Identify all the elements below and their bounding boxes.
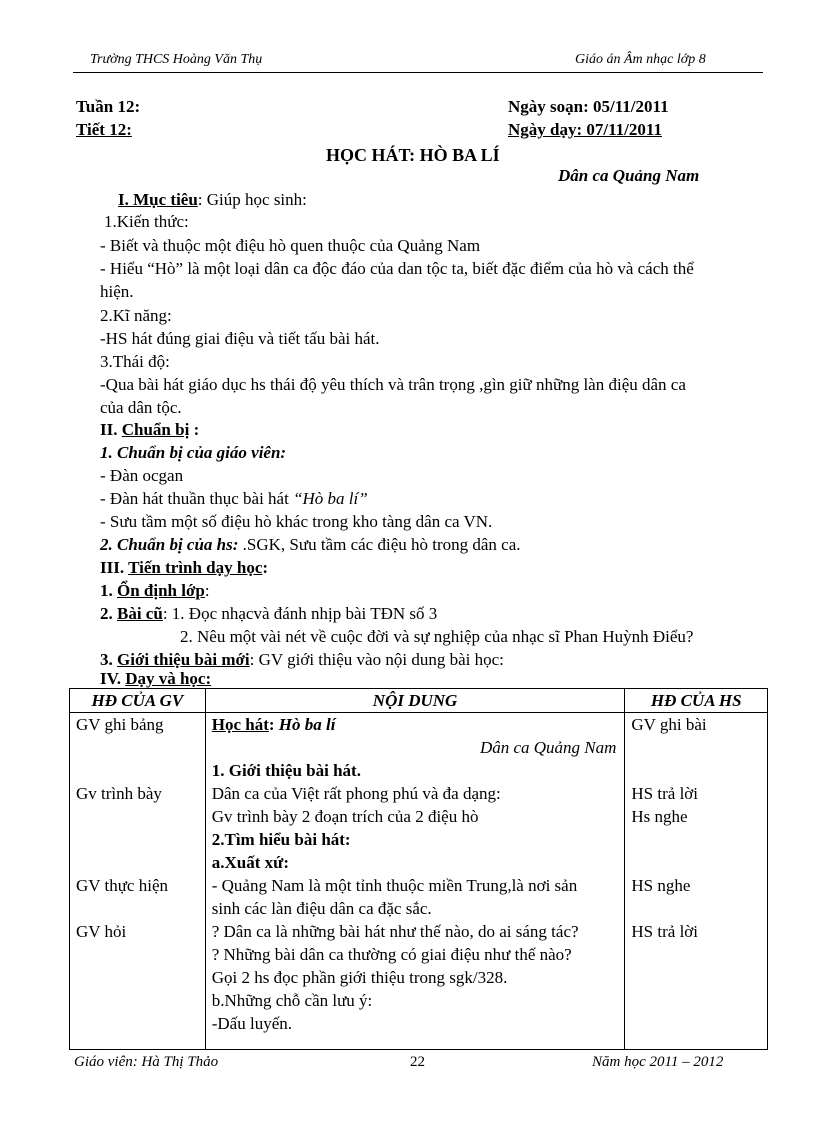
skills-heading: 2.Kĩ năng: (100, 306, 172, 325)
footer-year: Năm học 2011 – 2012 (592, 1054, 724, 1070)
content-learn: Học hát: Hò ba lí (211, 715, 336, 734)
teacher-prep-item-2: - Đàn hát thuần thục bài hát “Hò ba lí” (100, 489, 368, 508)
knowledge-item-2-cont: hiện. (100, 282, 134, 301)
attitude-item-1-cont: của dân tộc. (100, 398, 182, 417)
attitude-heading: 3.Thái độ: (100, 352, 170, 371)
teacher-prep-item-1: - Đàn ocgan (100, 466, 184, 485)
gv-activity: GV ghi bảng (76, 715, 164, 734)
content-line: b.Những chỗ cần lưu ý: (211, 991, 373, 1010)
header-content: NỘI DUNG (205, 689, 625, 713)
table-header-row (70, 689, 768, 713)
step-2-question-2: 2. Nêu một vài nét về cuộc đời và sự nghiệp của nhạc sĩ Phan Huỳnh Điểu? (180, 627, 694, 646)
student-prep: 2. Chuẩn bị của hs: .SGK, Sưu tầm các điệu hò trong dân ca. (100, 535, 521, 554)
hs-activity: HS trả lời (631, 922, 699, 941)
header-school: Trường THCS Hoàng Văn Thụ (90, 52, 263, 67)
section-preparation: II. Chuẩn bị : (100, 420, 200, 439)
content-line: ? Dân ca là những bài hát như thế nào, do ai sáng tác? (211, 922, 579, 941)
period-label: Tiết 12: (76, 120, 132, 139)
footer-rule (73, 1049, 763, 1050)
knowledge-item-1: - Biết và thuộc một điệu hò quen thuộc của Quảng Nam (100, 236, 481, 255)
lesson-table (69, 688, 768, 1050)
content-heading: 2.Tìm hiểu bài hát: (211, 830, 351, 849)
lesson-subtitle: Dân ca Quảng Nam (558, 166, 700, 185)
week-label: Tuần 12: (76, 97, 141, 116)
content-subheading: a.Xuất xứ: (211, 853, 289, 872)
section-objectives: I. Mục tiêu: Giúp học sinh: (118, 190, 307, 209)
knowledge-item-2: - Hiểu “Hò” là một loại dân ca độc đáo của dan tộc ta, biết đặc điểm của hò và cách thể (100, 259, 694, 278)
step-3: 3. Giới thiệu bài mới: GV giới thiệu vào nội dung bài học: (100, 650, 504, 669)
gv-column (70, 713, 206, 1050)
header-rule (73, 72, 763, 73)
hs-activity: Hs nghe (631, 807, 688, 826)
gv-activity: Gv trình bày (76, 784, 162, 803)
content-line: - Quảng Nam là một tỉnh thuộc miền Trung,là nơi sản (211, 876, 578, 895)
attitude-item-1: -Qua bài hát giáo dục hs thái độ yêu thích và trân trọng ,gìn giữ những làn điệu dân ca (100, 375, 686, 394)
content-line: -Dấu luyến. (211, 1014, 292, 1033)
step-1: 1. Ổn định lớp: (100, 581, 210, 600)
content-origin: Dân ca Quảng Nam (479, 738, 617, 757)
content-line: Dân ca của Việt rất phong phú và đa dạng: (211, 784, 501, 803)
content-line: Gọi 2 hs đọc phần giới thiệu trong sgk/328. (211, 968, 508, 987)
gv-activity: GV hỏi (76, 922, 127, 941)
table-row (70, 713, 768, 1050)
header-hs: HĐ CỦA HS (625, 689, 768, 713)
content-line: ? Những bài dân ca thường có giai điệu như thế nào? (211, 945, 572, 964)
teacher-prep-heading: 1. Chuẩn bị của giáo viên: (100, 443, 287, 462)
hs-activity: HS nghe (631, 876, 691, 895)
section-process: III. Tiến trình dạy học: (100, 558, 269, 577)
content-line: Gv trình bày 2 đoạn trích của 2 điệu hò (211, 807, 479, 826)
header-doc-title: Giáo án Âm nhạc lớp 8 (575, 52, 706, 67)
section-teaching: IV. Dạy và học: (100, 669, 212, 688)
knowledge-heading: 1.Kiến thức: (104, 212, 189, 231)
teacher-prep-item-3: - Sưu tầm một số điệu hò khác trong kho tàng dân ca VN. (100, 512, 493, 531)
content-column (205, 713, 625, 1050)
skills-item-1: -HS hát đúng giai điệu và tiết tấu bài hát. (100, 329, 380, 348)
gv-activity: GV thực hiện (76, 876, 168, 895)
content-heading: 1. Giới thiệu bài hát. (211, 761, 361, 780)
step-2: 2. Bài cũ: 1. Đọc nhạcvà đánh nhịp bài TĐN số 3 (100, 604, 438, 623)
teach-date: Ngày dạy: 07/11/2011 (508, 120, 662, 139)
footer-teacher: Giáo viên: Hà Thị Thảo (74, 1054, 219, 1070)
hs-activity: HS trả lời (631, 784, 699, 803)
content-line: sinh các làn điệu dân ca đặc sắc. (211, 899, 432, 918)
lesson-title: HỌC HÁT: HÒ BA LÍ (326, 145, 500, 165)
prep-date: Ngày soạn: 05/11/2011 (508, 97, 669, 116)
hs-activity: GV ghi bài (631, 715, 707, 734)
footer-page-number: 22 (410, 1054, 425, 1070)
hs-column (625, 713, 768, 1050)
header-gv: HĐ CỦA GV (70, 689, 206, 713)
